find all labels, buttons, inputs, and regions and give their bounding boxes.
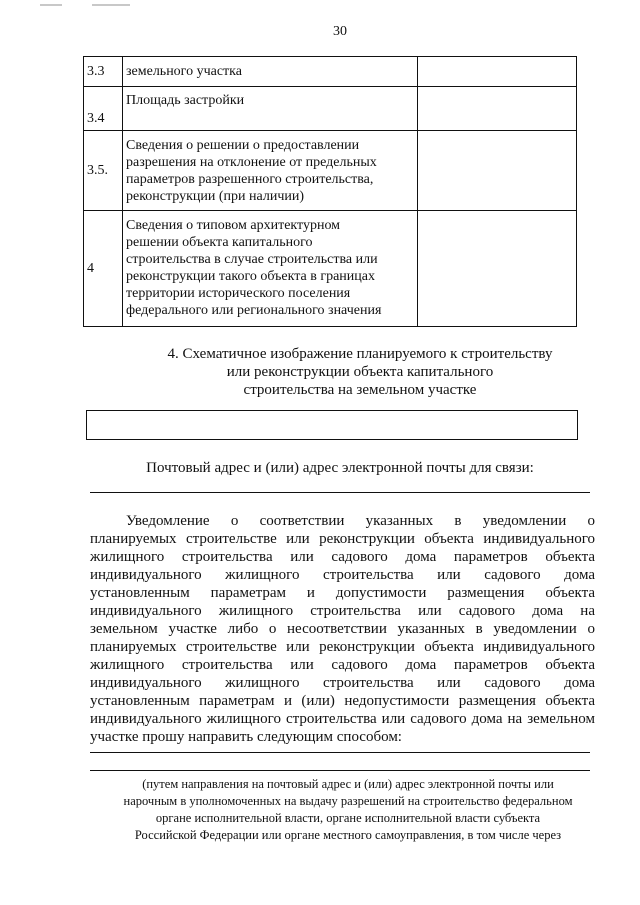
paragraph-line: жилищного строительства или садового дома параметров объекта: [90, 549, 595, 565]
paragraph-line: индивидуального жилищного строительства или садового дома на земельном: [90, 711, 595, 727]
delivery-method-footnote: [98, 776, 598, 844]
row-number: 3.3: [84, 57, 123, 87]
row-number: 4: [84, 211, 123, 327]
row-label: Площадь застройки: [123, 87, 418, 131]
table-row: [84, 87, 577, 131]
paragraph-line: установленным параметрам и допустимости размещения объекта: [90, 585, 595, 601]
paragraph-line: планируемых строительстве или реконструкции объекта индивидуального: [90, 639, 595, 655]
scan-artifact-left: [40, 4, 62, 6]
label-line: реконструкции такого объекта в границах: [126, 269, 375, 284]
delivery-method-line-2[interactable]: [90, 770, 590, 771]
footnote-line: органе исполнительной власти, органе исполнительной власти субъекта: [155, 811, 541, 825]
row-label: [123, 131, 418, 211]
label-line: Сведения о решении о предоставлении: [126, 138, 360, 153]
paragraph-line: индивидуального жилищного строительства или садового дома на: [90, 603, 595, 619]
paragraph-line: индивидуального жилищного строительства или садового дома: [90, 675, 595, 691]
footnote-line: (путем направления на почтовый адрес и (или) адрес электронной почты или: [142, 777, 554, 791]
row-value: [418, 131, 577, 211]
row-number: 3.5.: [84, 131, 123, 211]
heading-line: 4. Схематичное изображение планируемого к строительству: [167, 346, 553, 362]
label-line: реконструкции (при наличии): [126, 189, 305, 204]
heading-line: или реконструкции объекта капитального: [226, 364, 494, 380]
table-row: [84, 211, 577, 327]
object-parameters-table: [83, 56, 577, 327]
paragraph-line: планируемых строительстве или реконструкции объекта индивидуального: [90, 531, 595, 547]
paragraph-line: жилищного строительства или садового дома параметров объекта: [90, 657, 595, 673]
label-line: Сведения о типовом архитектурном: [126, 218, 341, 233]
notification-paragraph: [90, 512, 595, 746]
row-label: [123, 211, 418, 327]
paragraph-line: установленным параметрам и (или) недопустимости размещения объекта: [90, 693, 595, 709]
table-row: [84, 57, 577, 87]
paragraph-line: Уведомление о соответствии указанных в уведомлении о: [126, 513, 595, 529]
heading-line: строительства на земельном участке: [243, 382, 477, 398]
row-value: [418, 211, 577, 327]
row-label: земельного участка: [123, 57, 418, 87]
scan-artifact-right: [92, 4, 130, 6]
row-value: [418, 87, 577, 131]
page-number: 30: [333, 24, 347, 39]
label-line: разрешения на отклонение от предельных: [126, 155, 377, 170]
label-line: параметров разрешенного строительства,: [126, 172, 374, 187]
table-row: [84, 131, 577, 211]
label-line: федерального или регионального значения: [126, 303, 382, 318]
paragraph-line: участке прошу направить следующим способом:: [90, 729, 402, 745]
paragraph-line: индивидуального жилищного строительства или садового дома: [90, 567, 595, 583]
section-4-heading: [140, 345, 580, 399]
paragraph-line: земельном участке либо о несоответствии указанных в уведомлении о: [90, 621, 595, 637]
label-line: территории исторического поселения: [126, 286, 351, 301]
row-number: 3.4: [84, 87, 123, 131]
postal-address-line[interactable]: [90, 492, 590, 493]
label-line: строительства в случае строительства или: [126, 252, 378, 267]
footnote-line: нарочным в уполномоченных на выдачу разрешений на строительство федеральном: [123, 794, 573, 808]
footnote-line: Российской Федерации или органе местного самоуправления, в том числе через: [134, 828, 562, 842]
label-line: решении объекта капитального: [126, 235, 313, 250]
delivery-method-line-1[interactable]: [90, 752, 590, 753]
schematic-image-field[interactable]: [86, 410, 578, 440]
row-value: [418, 57, 577, 87]
postal-address-label: Почтовый адрес и (или) адрес электронной почты для связи:: [146, 460, 534, 476]
